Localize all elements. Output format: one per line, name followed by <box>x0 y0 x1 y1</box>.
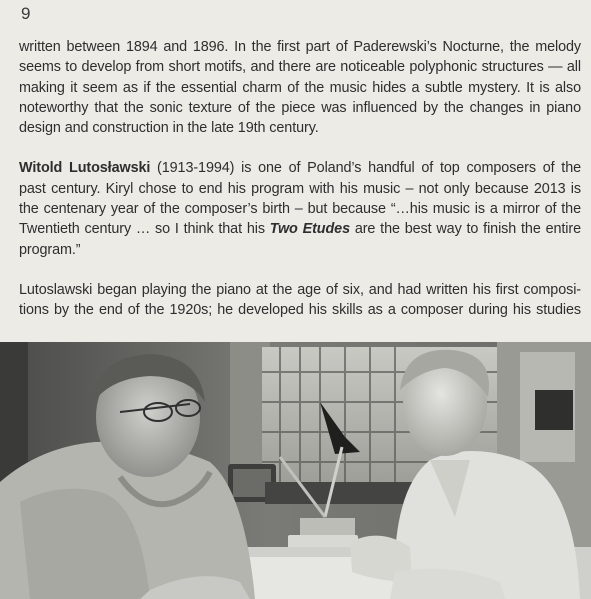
work-title: Two Etudes <box>269 221 350 238</box>
text-line: making it seem as if the essential charm of the music hides a subtle mystery. It is also <box>19 79 581 96</box>
paragraph-paderewski <box>19 37 581 138</box>
text-line: program.” <box>19 241 81 258</box>
text-line: past century. Kiryl chose to end his program with his music – not only because 2013 is <box>19 180 581 197</box>
text-line: seems to develop from short motifs, and there are noticeable polyphonic structures — all <box>19 59 581 76</box>
text-line: tions by the end of the 1920s; he developed his skills as a composer during his studies <box>19 302 581 319</box>
text-line: Witold Lutosławski (1913-1994) is one of Poland’s handful of top composers of the <box>19 160 581 177</box>
text-line: written between 1894 and 1896. In the first part of Paderewski’s Nocturne, the melody <box>19 39 581 55</box>
text-line: Lutoslawski began playing the piano at the age of six, and had written his first composi- <box>19 281 581 298</box>
paragraph-lutoslawski <box>19 158 581 259</box>
text-line: noteworthy that the sonic texture of the piece was influenced by the changes in piano <box>19 99 581 116</box>
body-text <box>19 37 581 321</box>
page-number: 9 <box>21 4 31 23</box>
text-line: the centenary year of the composer’s birth – but because “…his music is a mirror of the <box>19 201 581 218</box>
paragraph-early-career <box>19 280 581 321</box>
text-line: design and construction in the late 19th century. <box>19 120 319 137</box>
composer-name: Witold Lutosławski <box>19 160 151 177</box>
text-line: Twentieth century … so I think that his Two Etudes are the best way to finish the entire <box>19 221 581 238</box>
studio-photo <box>0 342 591 599</box>
